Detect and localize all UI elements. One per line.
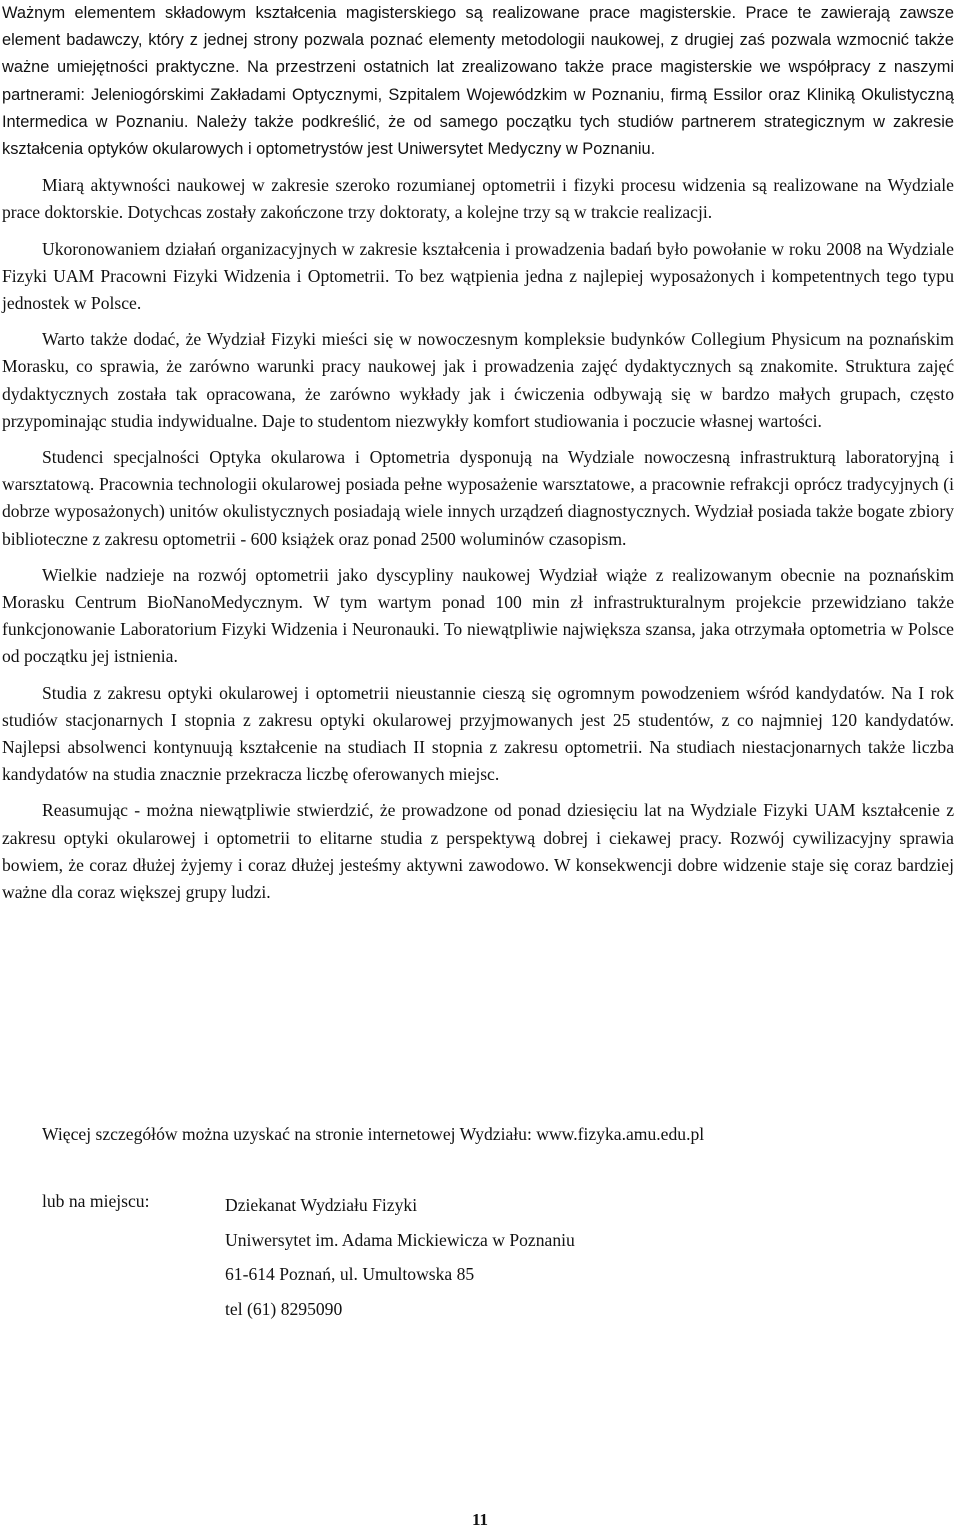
paragraph-infrastructure: Studenci specjalności Optyka okularowa i Optometria dysponują na Wydziale nowoczesną infrastrukturą laboratoryjną i warsztatową. Pracownia technologii okularowej posiada pełne wyposażenie warsztatowe, a pracownie refrakcji oprócz tradycyjnych (i dobrze wyposażonych) unitów okulistycznych posiadają wiele innych urządzeń diagnostycznych. Wydział posiada także bogate zbiory biblioteczne z zakresu optometrii - 600 książek oraz ponad 2500 woluminów czasopism. [2, 447, 954, 549]
paragraph-bionanomedical-centre: Wielkie nadzieje na rozwój optometrii jako dyscypliny naukowej Wydział wiąże z realizowanym obecnie na poznańskim Morasku Centrum BioNanoMedycznym. W tym wartym ponad 100 min zł infrastrukturalnym projekcie przewidziano także funkcjonowanie Laboratorium Fizyki Widzenia i Neuronauki. To niewątpliwie największa szansa, jaka otrzymała optometria w Polsce od początku jej istnienia. [2, 564, 954, 667]
paragraph-collegium-physicum: Warto także dodać, że Wydział Fizyki mieści się w nowoczesnym kompleksie budynków Collegium Physicum na poznańskim Morasku, co sprawia, że zarówno warunki pracy naukowej jak i prowadzenia zajęć dydaktycznych są znakomite. Struktura zajęć dydaktycznych została tak opracowana, że zarówno wykłady jak i ćwiczenia odbywają się w bardzo małych grupach, często przypominając studia indywidualne. Daje to studentom niezwykły komfort studiowania i poczucie własnej wartości. [2, 329, 954, 431]
body-text [2, 0, 954, 915]
contact-office: Dziekanat Wydziału Fizyki [225, 1195, 418, 1215]
contact-university: Uniwersytet im. Adama Mickiewicza w Poznaniu [225, 1229, 575, 1250]
more-info-line: Więcej szczegółów można uzyskać na stronie internetowej Wydziału: www.fizyka.amu.edu.pl [42, 1124, 705, 1144]
contact-address [225, 1188, 575, 1326]
paragraph-masters-theses: Ważnym elementem składowym kształcenia magisterskiego są realizowane prace magisterskie. Prace te zawierają zawsze element badawczy, który z jednej strony pozwala poznać elementy metodologii naukowej, z drugiej zaś pozwala wzmocnić także ważne umiejętności praktyczne. Na przestrzeni ostatnich lat zrealizowano także prace magisterskie we współpracy z naszymi partnerami: Jeleniogórskimi Zakładami Optycznymi, Szpitalem Wojewódzkim w Poznaniu, firmą Essilor oraz Kliniką Okulistyczną Intermedica w Poznaniu. Należy także podkreślić, że od samego początku tych studiów partnerem strategicznym w zakresie kształcenia optyków okularowych i optometrystów jest Uniwersytet Medyczny w Poznaniu. [2, 4, 954, 159]
paragraph-summary: Reasumując - można niewątpliwie stwierdzić, że prowadzone od ponad dziesięciu lat na Wydziale Fizyki UAM kształcenie z zakresu optyki okularowej i optometrii to elitarne studia z perspektywą dobrej i ciekawej pracy. Rozwój cywilizacyjny sprawia bowiem, że coraz dłużej żyjemy i coraz dłużej jesteśmy aktywni zawodowo. W konsekwencji dobre widzenie staje się coraz bardziej ważne dla coraz większej grupy ludzi. [2, 800, 954, 903]
contact-street-address: 61-614 Poznań, ul. Umultowska 85 [225, 1264, 475, 1284]
paragraph-candidates: Studia z zakresu optyki okularowej i optometrii nieustannie cieszą się ogromnym powodzeniem wśród kandydatów. Na I rok studiów stacjonarnych I stopnia z zakresu optyki okularowej przyjmowanych jest 25 studentów, z co najmniej 120 kandydatów. Najlepsi absolwenci kontynuują kształcenie na studiach II stopnia z zakresu optometrii. Na studiach niestacjonarnych także liczba kandydatów na studia znacznie przekracza liczbę oferowanych miejsc. [2, 682, 954, 785]
contact-phone: tel (61) 8295090 [225, 1298, 343, 1319]
contact-label: lub na miejscu: [42, 1191, 150, 1211]
page-number: 11 [471, 1510, 489, 1529]
paragraph-doctoral-theses: Miarą aktywności naukowej w zakresie szeroko rozumianej optometrii i fizyki procesu widzenia są realizowane na Wydziale prace doktorskie. Dotychcas zostały zakończone trzy doktoraty, a kolejne trzy są w trakcie realizacji. [2, 175, 954, 223]
paragraph-laboratory-founding: Ukoronowaniem działań organizacyjnych w zakresie kształcenia i prowadzenia badań było powołanie w roku 2008 na Wydziale Fizyki UAM Pracowni Fizyki Widzenia i Optometrii. To bez wątpienia jedna z najlepiej wyposażonych i kompetentnych tego typu jednostek w Polsce. [2, 238, 954, 314]
